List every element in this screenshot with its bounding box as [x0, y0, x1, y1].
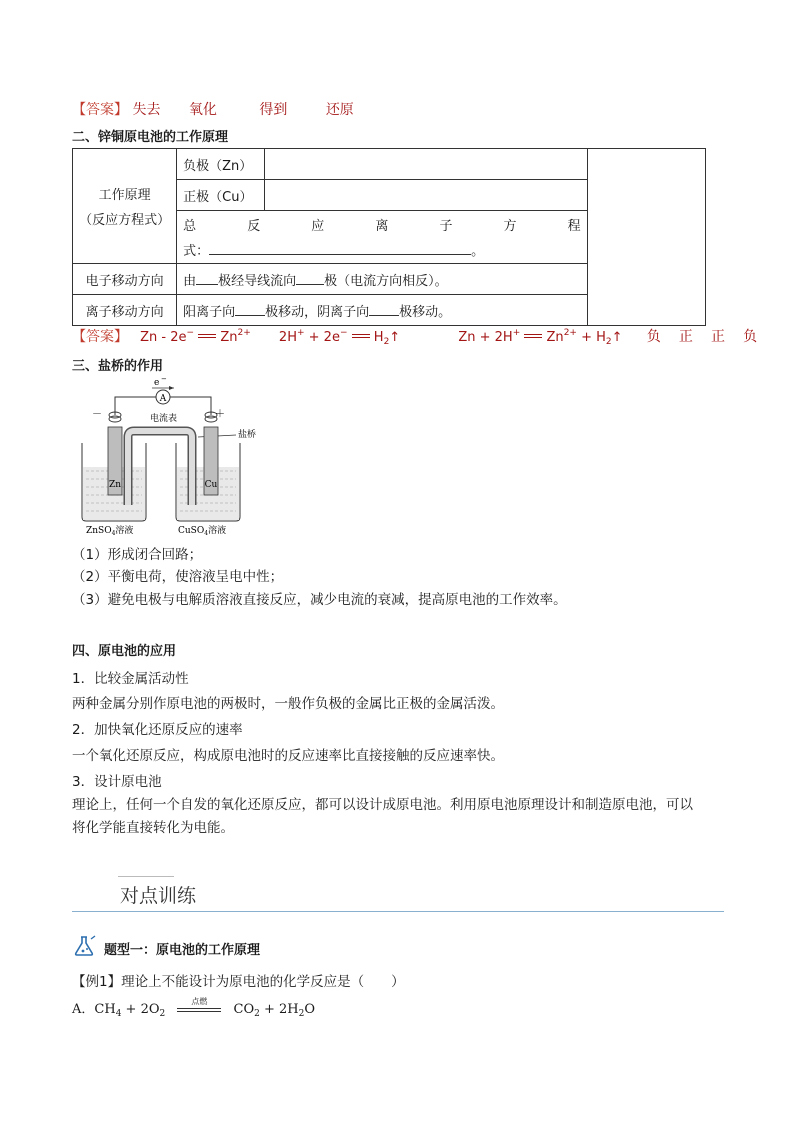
- answer-word: 负: [646, 329, 661, 345]
- cuso4-label: CuSO$_4$溶液: [178, 526, 227, 537]
- section-divider: [72, 911, 724, 912]
- svg-text:−: −: [161, 375, 167, 383]
- zinc-label: Zn: [108, 480, 122, 490]
- header-accent: [118, 876, 174, 877]
- section-title: 二、锌铜原电池的工作原理: [72, 130, 229, 145]
- plus-sign: ＋: [215, 409, 225, 420]
- app-heading: 2．加快氧化还原反应的速率: [72, 722, 243, 738]
- app-body: 一个氧化还原反应，构成原电池时的反应速率比直接接触的反应速率快。: [72, 748, 504, 764]
- copper-label: Cu: [204, 480, 218, 490]
- answer-word: 正: [710, 329, 725, 345]
- condition-label: 点燃: [191, 996, 208, 1006]
- app-body: 将化学能直接转化为电能。: [72, 820, 234, 836]
- electron-symbol: e: [154, 378, 160, 388]
- principle-table: [72, 148, 706, 326]
- answer-cell: [265, 149, 588, 180]
- electron-cell: 由 极经导线流向 极（电流方向相反）。: [177, 264, 588, 295]
- app-body: 理论上，任何一个自发的氧化还原反应，都可以设计成原电池。利用原电池原理设计和制造原电池，可以: [72, 797, 693, 813]
- minus-sign: －: [92, 409, 102, 420]
- pos-cell: 正极（Cu）: [177, 180, 265, 211]
- equation-total: Zn + 2H+ $Zn^{2+}$ + $H_2↑$: [458, 328, 623, 347]
- example-question: 【例1】理论上不能设计为原电池的化学反应是（ ）: [72, 974, 405, 990]
- equation-negative: Zn - 2e− $Zn^{2+}$: [140, 328, 251, 345]
- salt-bridge-diagram: [78, 375, 278, 540]
- role-item: （2）平衡电荷，使溶液呈电中性；: [72, 569, 284, 585]
- answer-tag: 【答案】: [72, 329, 128, 345]
- equation-positive: 2H+ + 2e− $H_2↑$: [278, 328, 401, 347]
- training-title: 对点训练: [120, 885, 197, 907]
- ion-cell: 阳离子向 极移动，阴离子向 极移动。: [177, 295, 588, 326]
- answer-line-2: [72, 326, 757, 347]
- app-heading: 1．比较金属活动性: [72, 671, 189, 687]
- role-item: （1）形成闭合回路；: [72, 547, 203, 563]
- app-body: 两种金属分别作原电池的两极时，一般作负极的金属比正极的金属活泼。: [72, 696, 504, 712]
- answer-word: 负: [743, 329, 758, 345]
- znso4-label: ZnSO$_4$溶液: [86, 526, 134, 537]
- answer-tag: 【答案】: [72, 102, 128, 118]
- type-title: 题型一：原电池的工作原理: [104, 943, 261, 958]
- answer-cell: [265, 180, 588, 211]
- neg-cell: 负极（Zn）: [177, 149, 265, 180]
- flask-icon: [72, 934, 98, 958]
- ion-label: 离子移动方向: [73, 295, 177, 326]
- role-item: （3）避免电极与电解质溶液直接反应，减少电流的衰减，提高原电池的工作效率。: [72, 592, 567, 608]
- section-title: 三、盐桥的作用: [72, 359, 164, 374]
- answer-word: 正: [678, 329, 693, 345]
- app-heading: 3．设计原电池: [72, 774, 162, 790]
- answer-item: 还原: [325, 102, 354, 118]
- table-row-label: 工作原理 （反应方程式）: [73, 149, 177, 264]
- answer-line-1: [72, 99, 354, 119]
- answer-item: 失去: [132, 102, 161, 118]
- total-reaction-cell: 总 反 应 离 子 方 程 式： 。: [177, 211, 588, 264]
- salt-bridge-label: 盐桥: [238, 430, 257, 440]
- ammeter-letter: A: [159, 394, 167, 404]
- answer-item: 氧化: [188, 102, 217, 118]
- section-title: 四、原电池的应用: [72, 644, 177, 659]
- electron-label: 电子移动方向: [73, 264, 177, 295]
- option-a: A．$CH_4 + 2O_2$ 点燃 $CO_2 + 2H_2O$: [72, 996, 316, 1019]
- answer-item: 得到: [259, 102, 288, 118]
- ammeter-label: 电流表: [150, 414, 178, 424]
- empty-cell: [587, 149, 705, 326]
